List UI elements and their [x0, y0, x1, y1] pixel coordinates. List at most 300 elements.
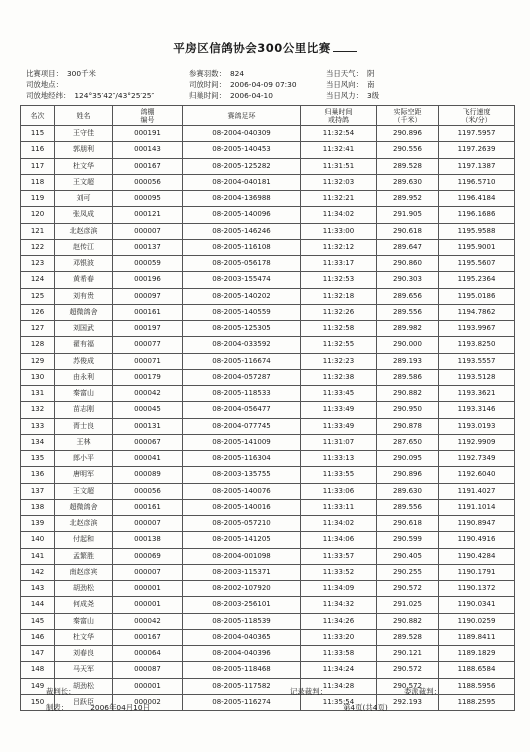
cell-name: 吕跃臣	[55, 694, 113, 710]
cell-return-time: 11:33:55	[301, 467, 377, 483]
cell-distance: 290.556	[377, 142, 439, 158]
cell-name: 郎小平	[55, 451, 113, 467]
info-weather: 当日天气： 阴	[326, 69, 375, 78]
table-row	[21, 646, 515, 662]
cell-return-time: 11:34:24	[301, 662, 377, 678]
cell-loft-number: 000137	[113, 239, 183, 255]
info-event: 比赛项目： 300千米	[26, 69, 96, 78]
cell-name: 胥士良	[55, 418, 113, 434]
cell-return-time: 11:33:11	[301, 499, 377, 515]
cell-rank: 115	[21, 126, 55, 142]
cell-distance: 290.405	[377, 548, 439, 564]
cell-ring: 08-2005-116304	[183, 451, 301, 467]
cell-return-time: 11:32:21	[301, 191, 377, 207]
footer-judge-chief: 裁判长：	[46, 687, 76, 696]
cell-rank: 134	[21, 434, 55, 450]
cell-ring: 08-2005-140016	[183, 499, 301, 515]
cell-distance: 290.599	[377, 532, 439, 548]
cell-loft-number: 000007	[113, 516, 183, 532]
cell-ring: 08-2004-033592	[183, 337, 301, 353]
header-rank: 名次	[21, 106, 55, 126]
cell-return-time: 11:32:03	[301, 174, 377, 190]
cell-return-time: 11:32:23	[301, 353, 377, 369]
cell-speed: 1193.5557	[439, 353, 515, 369]
header-speed: 飞行速度 （米/分）	[439, 106, 515, 126]
cell-speed: 1195.0186	[439, 288, 515, 304]
header-name: 姓名	[55, 106, 113, 126]
table-row	[21, 288, 515, 304]
cell-name: 付起和	[55, 532, 113, 548]
cell-ring: 08-2005-146246	[183, 223, 301, 239]
table-row	[21, 451, 515, 467]
cell-speed: 1189.8411	[439, 629, 515, 645]
cell-return-time: 11:32:58	[301, 321, 377, 337]
cell-distance: 290.121	[377, 646, 439, 662]
cell-name: 王林	[55, 434, 113, 450]
cell-speed: 1194.7862	[439, 304, 515, 320]
cell-name: 翟有福	[55, 337, 113, 353]
cell-loft-number: 000089	[113, 467, 183, 483]
cell-distance: 290.882	[377, 386, 439, 402]
cell-return-time: 11:34:06	[301, 532, 377, 548]
cell-distance: 290.572	[377, 581, 439, 597]
table-row	[21, 516, 515, 532]
cell-rank: 131	[21, 386, 55, 402]
cell-ring: 08-2005-125282	[183, 158, 301, 174]
cell-rank: 118	[21, 174, 55, 190]
table-row	[21, 402, 515, 418]
cell-ring: 08-2005-116674	[183, 353, 301, 369]
cell-rank: 136	[21, 467, 55, 483]
cell-rank: 139	[21, 516, 55, 532]
cell-name: 胡劲松	[55, 678, 113, 694]
cell-loft-number: 000167	[113, 629, 183, 645]
cell-speed: 1195.2364	[439, 272, 515, 288]
cell-distance: 290.860	[377, 256, 439, 272]
cell-rank: 121	[21, 223, 55, 239]
cell-speed: 1196.4184	[439, 191, 515, 207]
cell-rank: 144	[21, 597, 55, 613]
cell-rank: 146	[21, 629, 55, 645]
cell-return-time: 11:32:54	[301, 126, 377, 142]
cell-speed: 1197.1387	[439, 158, 515, 174]
cell-loft-number: 000002	[113, 694, 183, 710]
cell-distance: 290.878	[377, 418, 439, 434]
cell-return-time: 11:33:49	[301, 418, 377, 434]
cell-distance: 289.630	[377, 483, 439, 499]
cell-ring: 08-2005-116274	[183, 694, 301, 710]
header-return-time: 归巢时间 或持鸽	[301, 106, 377, 126]
cell-return-time: 11:34:26	[301, 613, 377, 629]
table-row	[21, 532, 515, 548]
cell-speed: 1192.9909	[439, 434, 515, 450]
cell-rank: 125	[21, 288, 55, 304]
cell-speed: 1190.0341	[439, 597, 515, 613]
cell-speed: 1190.8947	[439, 516, 515, 532]
cell-ring: 08-2004-077745	[183, 418, 301, 434]
cell-return-time: 11:35:54	[301, 694, 377, 710]
cell-return-time: 11:34:32	[301, 597, 377, 613]
cell-return-time: 11:33:45	[301, 386, 377, 402]
footer-maker: 制表： 2006年04月10日	[46, 703, 150, 712]
cell-rank: 127	[21, 321, 55, 337]
cell-loft-number: 000064	[113, 646, 183, 662]
table-row	[21, 434, 515, 450]
cell-loft-number: 000161	[113, 499, 183, 515]
table-row	[21, 483, 515, 499]
cell-ring: 08-2005-140202	[183, 288, 301, 304]
cell-distance: 289.630	[377, 174, 439, 190]
cell-loft-number: 000001	[113, 581, 183, 597]
cell-ring: 08-2005-140453	[183, 142, 301, 158]
cell-loft-number: 000077	[113, 337, 183, 353]
cell-loft-number: 000196	[113, 272, 183, 288]
cell-distance: 289.528	[377, 629, 439, 645]
cell-return-time: 11:31:07	[301, 434, 377, 450]
cell-rank: 116	[21, 142, 55, 158]
cell-loft-number: 000001	[113, 678, 183, 694]
cell-speed: 1192.7349	[439, 451, 515, 467]
table-row	[21, 499, 515, 515]
cell-ring: 08-2003-256101	[183, 597, 301, 613]
cell-speed: 1189.1829	[439, 646, 515, 662]
cell-loft-number: 000041	[113, 451, 183, 467]
table-row	[21, 597, 515, 613]
cell-ring: 08-2004-136988	[183, 191, 301, 207]
info-release-place: 司放地点：	[26, 80, 63, 89]
cell-name: 邓银波	[55, 256, 113, 272]
cell-name: 北赵彦滨	[55, 516, 113, 532]
cell-return-time: 11:32:41	[301, 142, 377, 158]
table-row	[21, 564, 515, 580]
cell-ring: 08-2004-040309	[183, 126, 301, 142]
cell-distance: 289.586	[377, 369, 439, 385]
results-body	[21, 126, 515, 711]
cell-loft-number: 000069	[113, 548, 183, 564]
cell-distance: 290.896	[377, 126, 439, 142]
cell-name: 刘可	[55, 191, 113, 207]
cell-return-time: 11:32:26	[301, 304, 377, 320]
cell-loft-number: 000059	[113, 256, 183, 272]
cell-speed: 1193.3146	[439, 402, 515, 418]
cell-name: 何成尧	[55, 597, 113, 613]
cell-rank: 143	[21, 581, 55, 597]
cell-distance: 289.193	[377, 353, 439, 369]
table-row	[21, 304, 515, 320]
cell-name: 杜文华	[55, 629, 113, 645]
header-loft-number: 鸽棚 编号	[113, 106, 183, 126]
cell-ring: 08-2005-141009	[183, 434, 301, 450]
header-distance: 实际空距 （千米）	[377, 106, 439, 126]
cell-return-time: 11:33:13	[301, 451, 377, 467]
cell-rank: 138	[21, 499, 55, 515]
cell-loft-number: 000138	[113, 532, 183, 548]
cell-name: 超微鸽舍	[55, 499, 113, 515]
cell-name: 胡劲松	[55, 581, 113, 597]
cell-loft-number: 000161	[113, 304, 183, 320]
cell-return-time: 11:33:49	[301, 402, 377, 418]
cell-name: 超微鸽舍	[55, 304, 113, 320]
cell-ring: 08-2005-118533	[183, 386, 301, 402]
cell-speed: 1190.4916	[439, 532, 515, 548]
results-table	[20, 105, 515, 711]
cell-ring: 08-2004-057287	[183, 369, 301, 385]
table-row	[21, 174, 515, 190]
cell-speed: 1195.9588	[439, 223, 515, 239]
cell-speed: 1190.4284	[439, 548, 515, 564]
cell-loft-number: 000056	[113, 174, 183, 190]
cell-rank: 149	[21, 678, 55, 694]
cell-rank: 130	[21, 369, 55, 385]
cell-speed: 1188.2595	[439, 694, 515, 710]
cell-distance: 290.618	[377, 223, 439, 239]
cell-return-time: 11:32:18	[301, 288, 377, 304]
cell-name: 杜文华	[55, 158, 113, 174]
table-header-row	[21, 106, 515, 126]
cell-ring: 08-2004-040365	[183, 629, 301, 645]
cell-name: 由永利	[55, 369, 113, 385]
info-return-time: 归巢时间： 2006-04-10	[189, 91, 273, 100]
cell-ring: 08-2003-115371	[183, 564, 301, 580]
table-row	[21, 207, 515, 223]
table-row	[21, 272, 515, 288]
cell-speed: 1188.6584	[439, 662, 515, 678]
cell-distance: 291.025	[377, 597, 439, 613]
cell-distance: 290.882	[377, 613, 439, 629]
info-wind-force: 当日风力： 3级	[326, 91, 380, 100]
cell-name: 苗志刚	[55, 402, 113, 418]
table-row	[21, 548, 515, 564]
cell-loft-number: 000131	[113, 418, 183, 434]
cell-name: 刘国武	[55, 321, 113, 337]
cell-name: 秦富山	[55, 386, 113, 402]
table-row	[21, 321, 515, 337]
cell-distance: 290.896	[377, 467, 439, 483]
cell-speed: 1193.3621	[439, 386, 515, 402]
cell-speed: 1190.0259	[439, 613, 515, 629]
footer-committee: 委派裁判：	[404, 687, 441, 696]
cell-ring: 08-2005-118539	[183, 613, 301, 629]
cell-distance: 290.000	[377, 337, 439, 353]
cell-ring: 08-2005-140076	[183, 483, 301, 499]
cell-return-time: 11:33:52	[301, 564, 377, 580]
cell-speed: 1197.5957	[439, 126, 515, 142]
cell-loft-number: 000191	[113, 126, 183, 142]
cell-loft-number: 000045	[113, 402, 183, 418]
cell-name: 刘春良	[55, 646, 113, 662]
cell-loft-number: 000143	[113, 142, 183, 158]
cell-loft-number: 000071	[113, 353, 183, 369]
cell-return-time: 11:34:02	[301, 207, 377, 223]
cell-speed: 1188.5956	[439, 678, 515, 694]
page-title: 平房区信鸽协会300公里比赛	[0, 40, 530, 56]
cell-rank: 129	[21, 353, 55, 369]
cell-name: 赵传江	[55, 239, 113, 255]
cell-return-time: 11:34:02	[301, 516, 377, 532]
cell-name: 南赵彦宾	[55, 564, 113, 580]
cell-return-time: 11:33:58	[301, 646, 377, 662]
table-row	[21, 158, 515, 174]
info-wind-direction: 当日风向： 南	[326, 80, 375, 89]
cell-loft-number: 000007	[113, 223, 183, 239]
title-underline	[333, 51, 357, 52]
cell-speed: 1191.4027	[439, 483, 515, 499]
cell-ring: 08-2003-155474	[183, 272, 301, 288]
cell-speed: 1192.6040	[439, 467, 515, 483]
cell-return-time: 11:33:57	[301, 548, 377, 564]
cell-distance: 292.193	[377, 694, 439, 710]
cell-speed: 1193.8250	[439, 337, 515, 353]
cell-rank: 140	[21, 532, 55, 548]
cell-loft-number: 000042	[113, 386, 183, 402]
cell-loft-number: 000056	[113, 483, 183, 499]
cell-ring: 08-2005-140559	[183, 304, 301, 320]
cell-name: 北赵彦滨	[55, 223, 113, 239]
table-row	[21, 613, 515, 629]
cell-ring: 08-2005-125305	[183, 321, 301, 337]
table-row	[21, 662, 515, 678]
cell-rank: 117	[21, 158, 55, 174]
cell-ring: 08-2005-140096	[183, 207, 301, 223]
cell-rank: 137	[21, 483, 55, 499]
cell-loft-number: 000097	[113, 288, 183, 304]
table-row	[21, 581, 515, 597]
cell-loft-number: 000197	[113, 321, 183, 337]
cell-loft-number: 000007	[113, 564, 183, 580]
cell-loft-number: 000167	[113, 158, 183, 174]
cell-name: 张凤成	[55, 207, 113, 223]
cell-return-time: 11:31:51	[301, 158, 377, 174]
cell-loft-number: 000001	[113, 597, 183, 613]
cell-ring: 08-2004-001098	[183, 548, 301, 564]
cell-distance: 289.556	[377, 304, 439, 320]
cell-ring: 08-2005-141205	[183, 532, 301, 548]
cell-distance: 290.095	[377, 451, 439, 467]
cell-distance: 290.303	[377, 272, 439, 288]
cell-name: 王文超	[55, 174, 113, 190]
cell-rank: 135	[21, 451, 55, 467]
cell-rank: 123	[21, 256, 55, 272]
table-row	[21, 223, 515, 239]
cell-speed: 1193.5128	[439, 369, 515, 385]
table-row	[21, 353, 515, 369]
cell-name: 王文超	[55, 483, 113, 499]
cell-ring: 08-2005-117582	[183, 678, 301, 694]
cell-speed: 1190.1791	[439, 564, 515, 580]
cell-ring: 08-2005-056178	[183, 256, 301, 272]
info-birds: 参赛羽数： 824	[189, 69, 245, 78]
cell-rank: 142	[21, 564, 55, 580]
cell-return-time: 11:34:28	[301, 678, 377, 694]
cell-rank: 119	[21, 191, 55, 207]
cell-rank: 124	[21, 272, 55, 288]
cell-distance: 290.572	[377, 662, 439, 678]
footer-recorder: 记录裁判：	[290, 687, 327, 696]
cell-name: 秦富山	[55, 613, 113, 629]
cell-ring: 08-2005-057210	[183, 516, 301, 532]
cell-distance: 287.650	[377, 434, 439, 450]
table-row	[21, 418, 515, 434]
table-row	[21, 467, 515, 483]
cell-rank: 126	[21, 304, 55, 320]
cell-rank: 122	[21, 239, 55, 255]
table-row	[21, 629, 515, 645]
footer-page-number: 第4页(共4页)	[343, 703, 388, 712]
cell-name: 刘有贵	[55, 288, 113, 304]
cell-name: 王守佳	[55, 126, 113, 142]
cell-distance: 290.618	[377, 516, 439, 532]
cell-rank: 147	[21, 646, 55, 662]
cell-speed: 1195.5607	[439, 256, 515, 272]
table-row	[21, 337, 515, 353]
cell-distance: 289.982	[377, 321, 439, 337]
cell-return-time: 11:32:53	[301, 272, 377, 288]
cell-name: 黄希春	[55, 272, 113, 288]
info-release-time: 司放时间： 2006-04-09 07:30	[189, 80, 297, 89]
cell-rank: 141	[21, 548, 55, 564]
header-ring: 赛鸽足环	[183, 106, 301, 126]
cell-ring: 08-2005-118468	[183, 662, 301, 678]
cell-return-time: 11:32:55	[301, 337, 377, 353]
cell-speed: 1190.1372	[439, 581, 515, 597]
table-row	[21, 126, 515, 142]
cell-ring: 08-2002-107920	[183, 581, 301, 597]
cell-name: 马天军	[55, 662, 113, 678]
cell-ring: 08-2003-135755	[183, 467, 301, 483]
cell-name: 唐明军	[55, 467, 113, 483]
table-row	[21, 256, 515, 272]
cell-distance: 289.556	[377, 499, 439, 515]
cell-speed: 1193.0193	[439, 418, 515, 434]
cell-name: 孟繁胜	[55, 548, 113, 564]
info-coords: 司放地经纬： 124°35′42″/43°25′25″	[26, 91, 155, 100]
cell-return-time: 11:34:09	[301, 581, 377, 597]
table-row	[21, 142, 515, 158]
cell-loft-number: 000087	[113, 662, 183, 678]
cell-speed: 1196.1686	[439, 207, 515, 223]
cell-distance: 289.647	[377, 239, 439, 255]
cell-ring: 08-2004-040396	[183, 646, 301, 662]
cell-return-time: 11:32:12	[301, 239, 377, 255]
cell-distance: 290.950	[377, 402, 439, 418]
cell-loft-number: 000095	[113, 191, 183, 207]
table-row	[21, 369, 515, 385]
cell-return-time: 11:33:00	[301, 223, 377, 239]
cell-distance: 289.656	[377, 288, 439, 304]
cell-rank: 145	[21, 613, 55, 629]
cell-loft-number: 000042	[113, 613, 183, 629]
cell-speed: 1193.9967	[439, 321, 515, 337]
cell-rank: 132	[21, 402, 55, 418]
cell-return-time: 11:33:17	[301, 256, 377, 272]
cell-rank: 148	[21, 662, 55, 678]
cell-return-time: 11:33:20	[301, 629, 377, 645]
cell-return-time: 11:33:06	[301, 483, 377, 499]
cell-loft-number: 000121	[113, 207, 183, 223]
cell-distance: 290.255	[377, 564, 439, 580]
cell-distance: 289.952	[377, 191, 439, 207]
cell-ring: 08-2005-116108	[183, 239, 301, 255]
cell-ring: 08-2004-040181	[183, 174, 301, 190]
cell-speed: 1191.1014	[439, 499, 515, 515]
cell-loft-number: 000179	[113, 369, 183, 385]
cell-distance: 291.905	[377, 207, 439, 223]
cell-return-time: 11:32:38	[301, 369, 377, 385]
cell-distance: 289.528	[377, 158, 439, 174]
cell-ring: 08-2004-056477	[183, 402, 301, 418]
cell-rank: 150	[21, 694, 55, 710]
cell-speed: 1195.9001	[439, 239, 515, 255]
